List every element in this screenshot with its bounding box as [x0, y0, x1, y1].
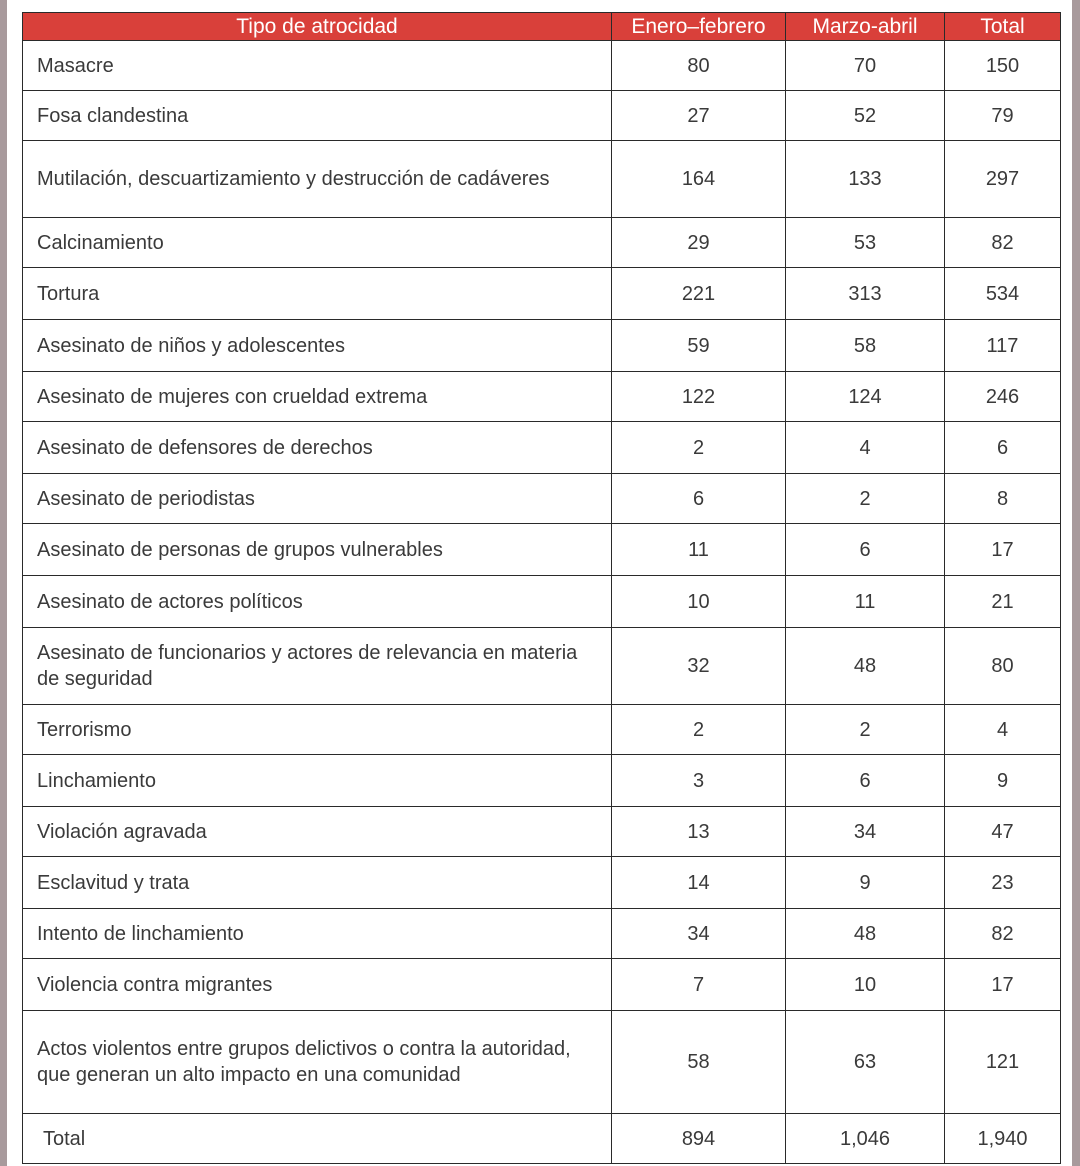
row-total: 246	[945, 372, 1061, 422]
row-marzo-abril: 70	[786, 41, 945, 91]
row-total: 297	[945, 141, 1061, 218]
row-enero-febrero: 34	[612, 909, 786, 959]
header-total: Total	[945, 13, 1061, 41]
row-enero-febrero: 221	[612, 268, 786, 320]
table-row	[23, 909, 1061, 959]
row-marzo-abril: 2	[786, 705, 945, 755]
row-enero-febrero: 58	[612, 1011, 786, 1114]
row-marzo-abril: 4	[786, 422, 945, 474]
row-enero-febrero: 3	[612, 755, 786, 807]
table-row	[23, 576, 1061, 628]
row-enero-febrero: 80	[612, 41, 786, 91]
table-row	[23, 474, 1061, 524]
table-row	[23, 857, 1061, 909]
row-total: 17	[945, 524, 1061, 576]
table-row	[23, 41, 1061, 91]
row-total: 4	[945, 705, 1061, 755]
row-total: 80	[945, 628, 1061, 705]
row-total: 117	[945, 320, 1061, 372]
table-row	[23, 755, 1061, 807]
row-enero-febrero: 59	[612, 320, 786, 372]
row-enero-febrero: 6	[612, 474, 786, 524]
row-enero-febrero: 164	[612, 141, 786, 218]
row-enero-febrero: 7	[612, 959, 786, 1011]
row-total: 534	[945, 268, 1061, 320]
header-enero-febrero: Enero–febrero	[612, 13, 786, 41]
row-enero-febrero: 11	[612, 524, 786, 576]
table-row	[23, 705, 1061, 755]
row-label: Calcinamiento	[23, 218, 612, 268]
row-label: Violencia contra migrantes	[23, 959, 612, 1011]
row-marzo-abril: 124	[786, 372, 945, 422]
row-label: Fosa clandestina	[23, 91, 612, 141]
row-enero-febrero: 13	[612, 807, 786, 857]
row-marzo-abril: 6	[786, 524, 945, 576]
row-total: 150	[945, 41, 1061, 91]
header-marzo-abril: Marzo-abril	[786, 13, 945, 41]
table-row	[23, 524, 1061, 576]
row-enero-febrero: 14	[612, 857, 786, 909]
row-marzo-abril: 2	[786, 474, 945, 524]
row-label: Asesinato de actores políticos	[23, 576, 612, 628]
row-label: Mutilación, descuartizamiento y destrucción de cadáveres	[23, 141, 612, 218]
table-row	[23, 372, 1061, 422]
row-label: Asesinato de funcionarios y actores de relevancia en materia de seguridad	[23, 628, 612, 705]
row-marzo-abril: 48	[786, 628, 945, 705]
row-label: Masacre	[23, 41, 612, 91]
table-row	[23, 91, 1061, 141]
row-label: Terrorismo	[23, 705, 612, 755]
row-total: 9	[945, 755, 1061, 807]
row-enero-febrero: 2	[612, 705, 786, 755]
row-marzo-abril: 34	[786, 807, 945, 857]
row-label: Actos violentos entre grupos delictivos o contra la autoridad, que generan un alto impacto en una comunidad	[23, 1011, 612, 1114]
row-total: 82	[945, 218, 1061, 268]
row-total: 121	[945, 1011, 1061, 1114]
row-total: 23	[945, 857, 1061, 909]
table-row	[23, 1011, 1061, 1114]
row-marzo-abril: 9	[786, 857, 945, 909]
row-enero-febrero: 122	[612, 372, 786, 422]
table-row	[23, 320, 1061, 372]
row-marzo-abril: 52	[786, 91, 945, 141]
totals-row	[23, 1114, 1061, 1164]
row-marzo-abril: 10	[786, 959, 945, 1011]
row-label: Asesinato de personas de grupos vulnerables	[23, 524, 612, 576]
row-enero-febrero: 10	[612, 576, 786, 628]
row-label: Tortura	[23, 268, 612, 320]
row-total: 6	[945, 422, 1061, 474]
table-row	[23, 959, 1061, 1011]
atrocities-table	[22, 12, 1061, 1164]
row-total: 17	[945, 959, 1061, 1011]
table-row	[23, 422, 1061, 474]
table-row	[23, 218, 1061, 268]
table-row	[23, 141, 1061, 218]
table-row	[23, 807, 1061, 857]
row-marzo-abril: 48	[786, 909, 945, 959]
totals-marzo-abril: 1,046	[786, 1114, 945, 1164]
row-marzo-abril: 53	[786, 218, 945, 268]
left-margin-bar	[0, 0, 7, 1166]
row-label: Linchamiento	[23, 755, 612, 807]
row-enero-febrero: 32	[612, 628, 786, 705]
row-total: 8	[945, 474, 1061, 524]
row-marzo-abril: 313	[786, 268, 945, 320]
row-label: Esclavitud y trata	[23, 857, 612, 909]
row-marzo-abril: 6	[786, 755, 945, 807]
row-enero-febrero: 2	[612, 422, 786, 474]
row-total: 82	[945, 909, 1061, 959]
header-tipo: Tipo de atrocidad	[23, 13, 612, 41]
row-label: Asesinato de periodistas	[23, 474, 612, 524]
row-marzo-abril: 63	[786, 1011, 945, 1114]
row-total: 21	[945, 576, 1061, 628]
row-total: 47	[945, 807, 1061, 857]
row-enero-febrero: 29	[612, 218, 786, 268]
row-label: Asesinato de mujeres con crueldad extrema	[23, 372, 612, 422]
row-enero-febrero: 27	[612, 91, 786, 141]
row-label: Intento de linchamiento	[23, 909, 612, 959]
row-label: Asesinato de defensores de derechos	[23, 422, 612, 474]
totals-enero-febrero: 894	[612, 1114, 786, 1164]
row-label: Violación agravada	[23, 807, 612, 857]
table-row	[23, 268, 1061, 320]
row-total: 79	[945, 91, 1061, 141]
table-header-row	[23, 13, 1061, 41]
row-label: Asesinato de niños y adolescentes	[23, 320, 612, 372]
row-marzo-abril: 133	[786, 141, 945, 218]
table-row	[23, 628, 1061, 705]
right-margin-bar	[1072, 0, 1080, 1166]
row-marzo-abril: 58	[786, 320, 945, 372]
row-marzo-abril: 11	[786, 576, 945, 628]
totals-total: 1,940	[945, 1114, 1061, 1164]
totals-label: Total	[23, 1114, 612, 1164]
